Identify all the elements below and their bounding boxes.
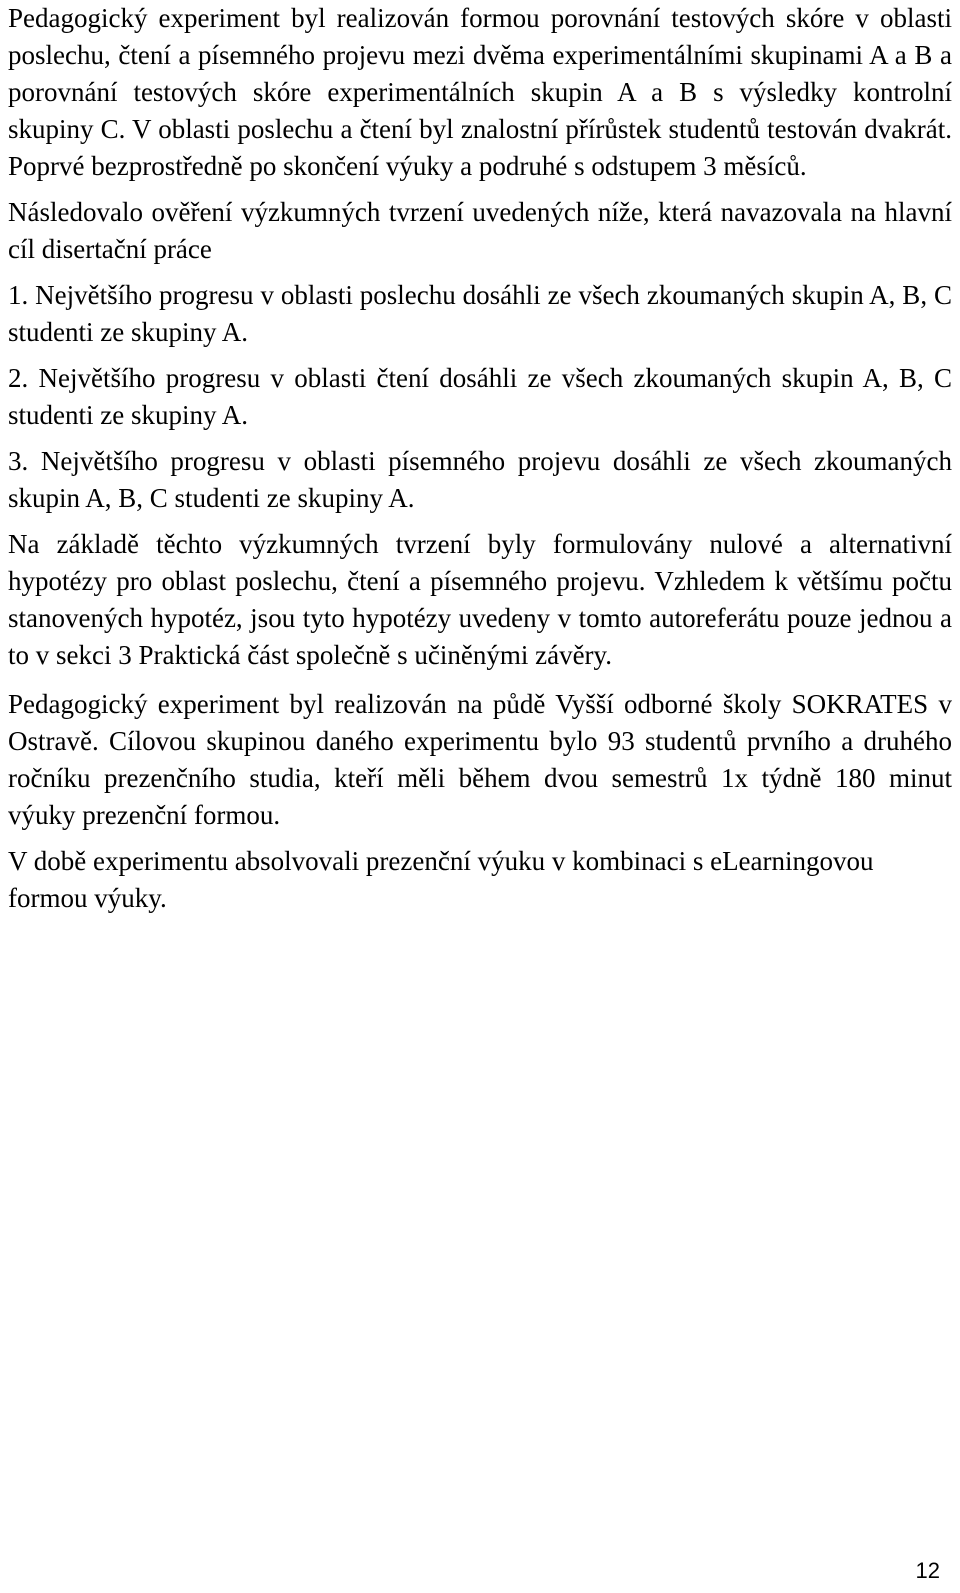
page-number: 12 [915, 1558, 940, 1583]
paragraph-hypotheses: Na základě těchto výzkumných tvrzení byly formulovány nulové a alternativní hypotézy pro oblast poslechu, čtení a písemného projevu. Vzhledem k většímu počtu stanovených hypotéz, jsou tyto hypotézy uvedeny v tomto autoreferátu pouze jednou a to v sekci 3 Praktická část společně s učiněnými závěry. [8, 529, 952, 670]
research-claim-1: 1. Největšího progresu v oblasti poslechu dosáhli ze všech zkoumaných skupin A, B, C studenti ze skupiny A. [8, 280, 952, 347]
paragraph-elearning: V době experimentu absolvovali prezenční výuku v kombinaci s eLearningovou formou výuky. [8, 846, 874, 913]
document-body [8, 0, 952, 917]
paragraph-verification: Následovalo ověření výzkumných tvrzení uvedených níže, která navazovala na hlavní cíl disertační práce [8, 197, 952, 264]
research-claim-3: 3. Největšího progresu v oblasti písemného projevu dosáhli ze všech zkoumaných skupin A, B, C studenti ze skupiny A. [8, 446, 952, 513]
paragraph-experiment-setting: Pedagogický experiment byl realizován na půdě Vyšší odborné školy SOKRATES v Ostravě. Cílovou skupinou daného experimentu bylo 93 studentů prvního a druhého ročníku prezenčního studia, kteří měli během dvou semestrů 1x týdně 180 minut výuky prezenční formou. [8, 689, 952, 830]
paragraph-intro: Pedagogický experiment byl realizován formou porovnání testových skóre v oblasti poslechu, čtení a písemného projevu mezi dvěma experimentálními skupinami A a B a porovnání testových skóre experimentálních skupin A a B s výsledky kontrolní skupiny C. V oblasti poslechu a čtení byl znalostní přírůstek studentů testován dvakrát. Poprvé bezprostředně po skončení výuky a podruhé s odstupem 3 měsíců. [8, 3, 952, 181]
research-claim-2: 2. Největšího progresu v oblasti čtení dosáhli ze všech zkoumaných skupin A, B, C studenti ze skupiny A. [8, 363, 952, 430]
